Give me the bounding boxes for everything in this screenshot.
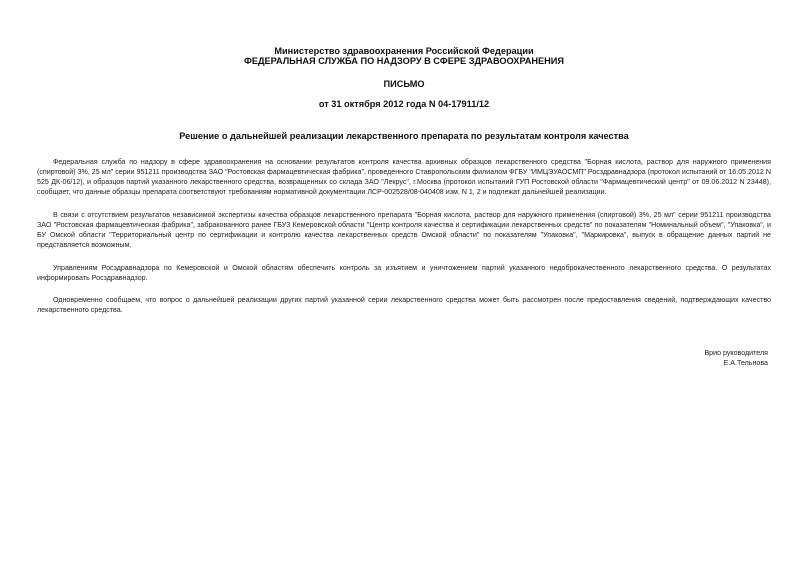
body-paragraph: Федеральная служба по надзору в сфере здравоохранения на основании результатов контроля качества архивных образцов лекарственного средства "Борная кислота, раствор для наружного применения (спиртовой) 3%, 25 мл" серии 951211 производства ЗАО "Ростовская фармацевтическая фабрика", проведенного Ставропольским филиалом ФГБУ "ИМЦЭУАОСМП" Росздравнадзора (протокол испытаний от 16.05.2012 N 525 ДК-06/12), и образцов партий указанного лекарственного средства, возвращенных со склада ЗАО "Лекрус", г.Москва (протокол испытаний ГУП Ростовской области "Фармацевтический центр" от 09.06.2012 N 23448), сообщает, что данные образцы препарата соответствуют требованиям нормативной документации ЛСР-002528/08-040408 изм. N 1, 2 и подлежат дальнейшей реализации. <box>37 158 771 196</box>
body-paragraph: Управлениям Росздравнадзора по Кемеровской и Омской областям обеспечить контроль за изъятием и уничтожением партий указанного недоброкачественного лекарственного средства. О результатах информировать Росздравнадзор. <box>37 264 771 282</box>
agency-name: ФЕДЕРАЛЬНАЯ СЛУЖБА ПО НАДЗОРУ В СФЕРЕ ЗДРАВООХРАНЕНИЯ <box>243 56 564 66</box>
document-date-number: от 31 октября 2012 года N 04-17911/12 <box>318 99 490 109</box>
document-subject: Решение о дальнейшей реализации лекарственного препарата по результатам контроля качества <box>179 131 629 141</box>
ministry-name: Министерство здравоохранения Российской Федерации <box>274 46 534 56</box>
body-paragraph: Одновременно сообщаем, что вопрос о дальнейшей реализации других партий указанной серии лекарственного средства может быть рассмотрен после предоставления сведений, подтверждающих качество лекарственного средства. <box>37 296 771 314</box>
signatory-title: Врио руководителя <box>704 349 768 357</box>
body-paragraph: В связи с отсутствием результатов независимой экспертизы качества образцов лекарственного препарата "Борная кислота, раствор для наружного применения (спиртовой) 3%, 25 мл" серии 951211 производства ЗАО "Ростовская фармацевтическая фабрика", забракованного ранее ГБУЗ Кемеровской области "Центр контроля качества и сертификации лекарственных средств" по показателям "Номинальный объем", "Упаковка", и БУ Омской области "Территориальный центр по сертификации и контролю качества лекарственных средств Омской области" по показателям "Упаковка", "Маркировка", выпуск в обращение данных партий не представляется возможным. <box>37 211 771 249</box>
document-page <box>37 0 771 571</box>
document-type: ПИСЬМО <box>383 79 425 89</box>
signatory-name: Е.А.Тельнова <box>723 359 768 367</box>
